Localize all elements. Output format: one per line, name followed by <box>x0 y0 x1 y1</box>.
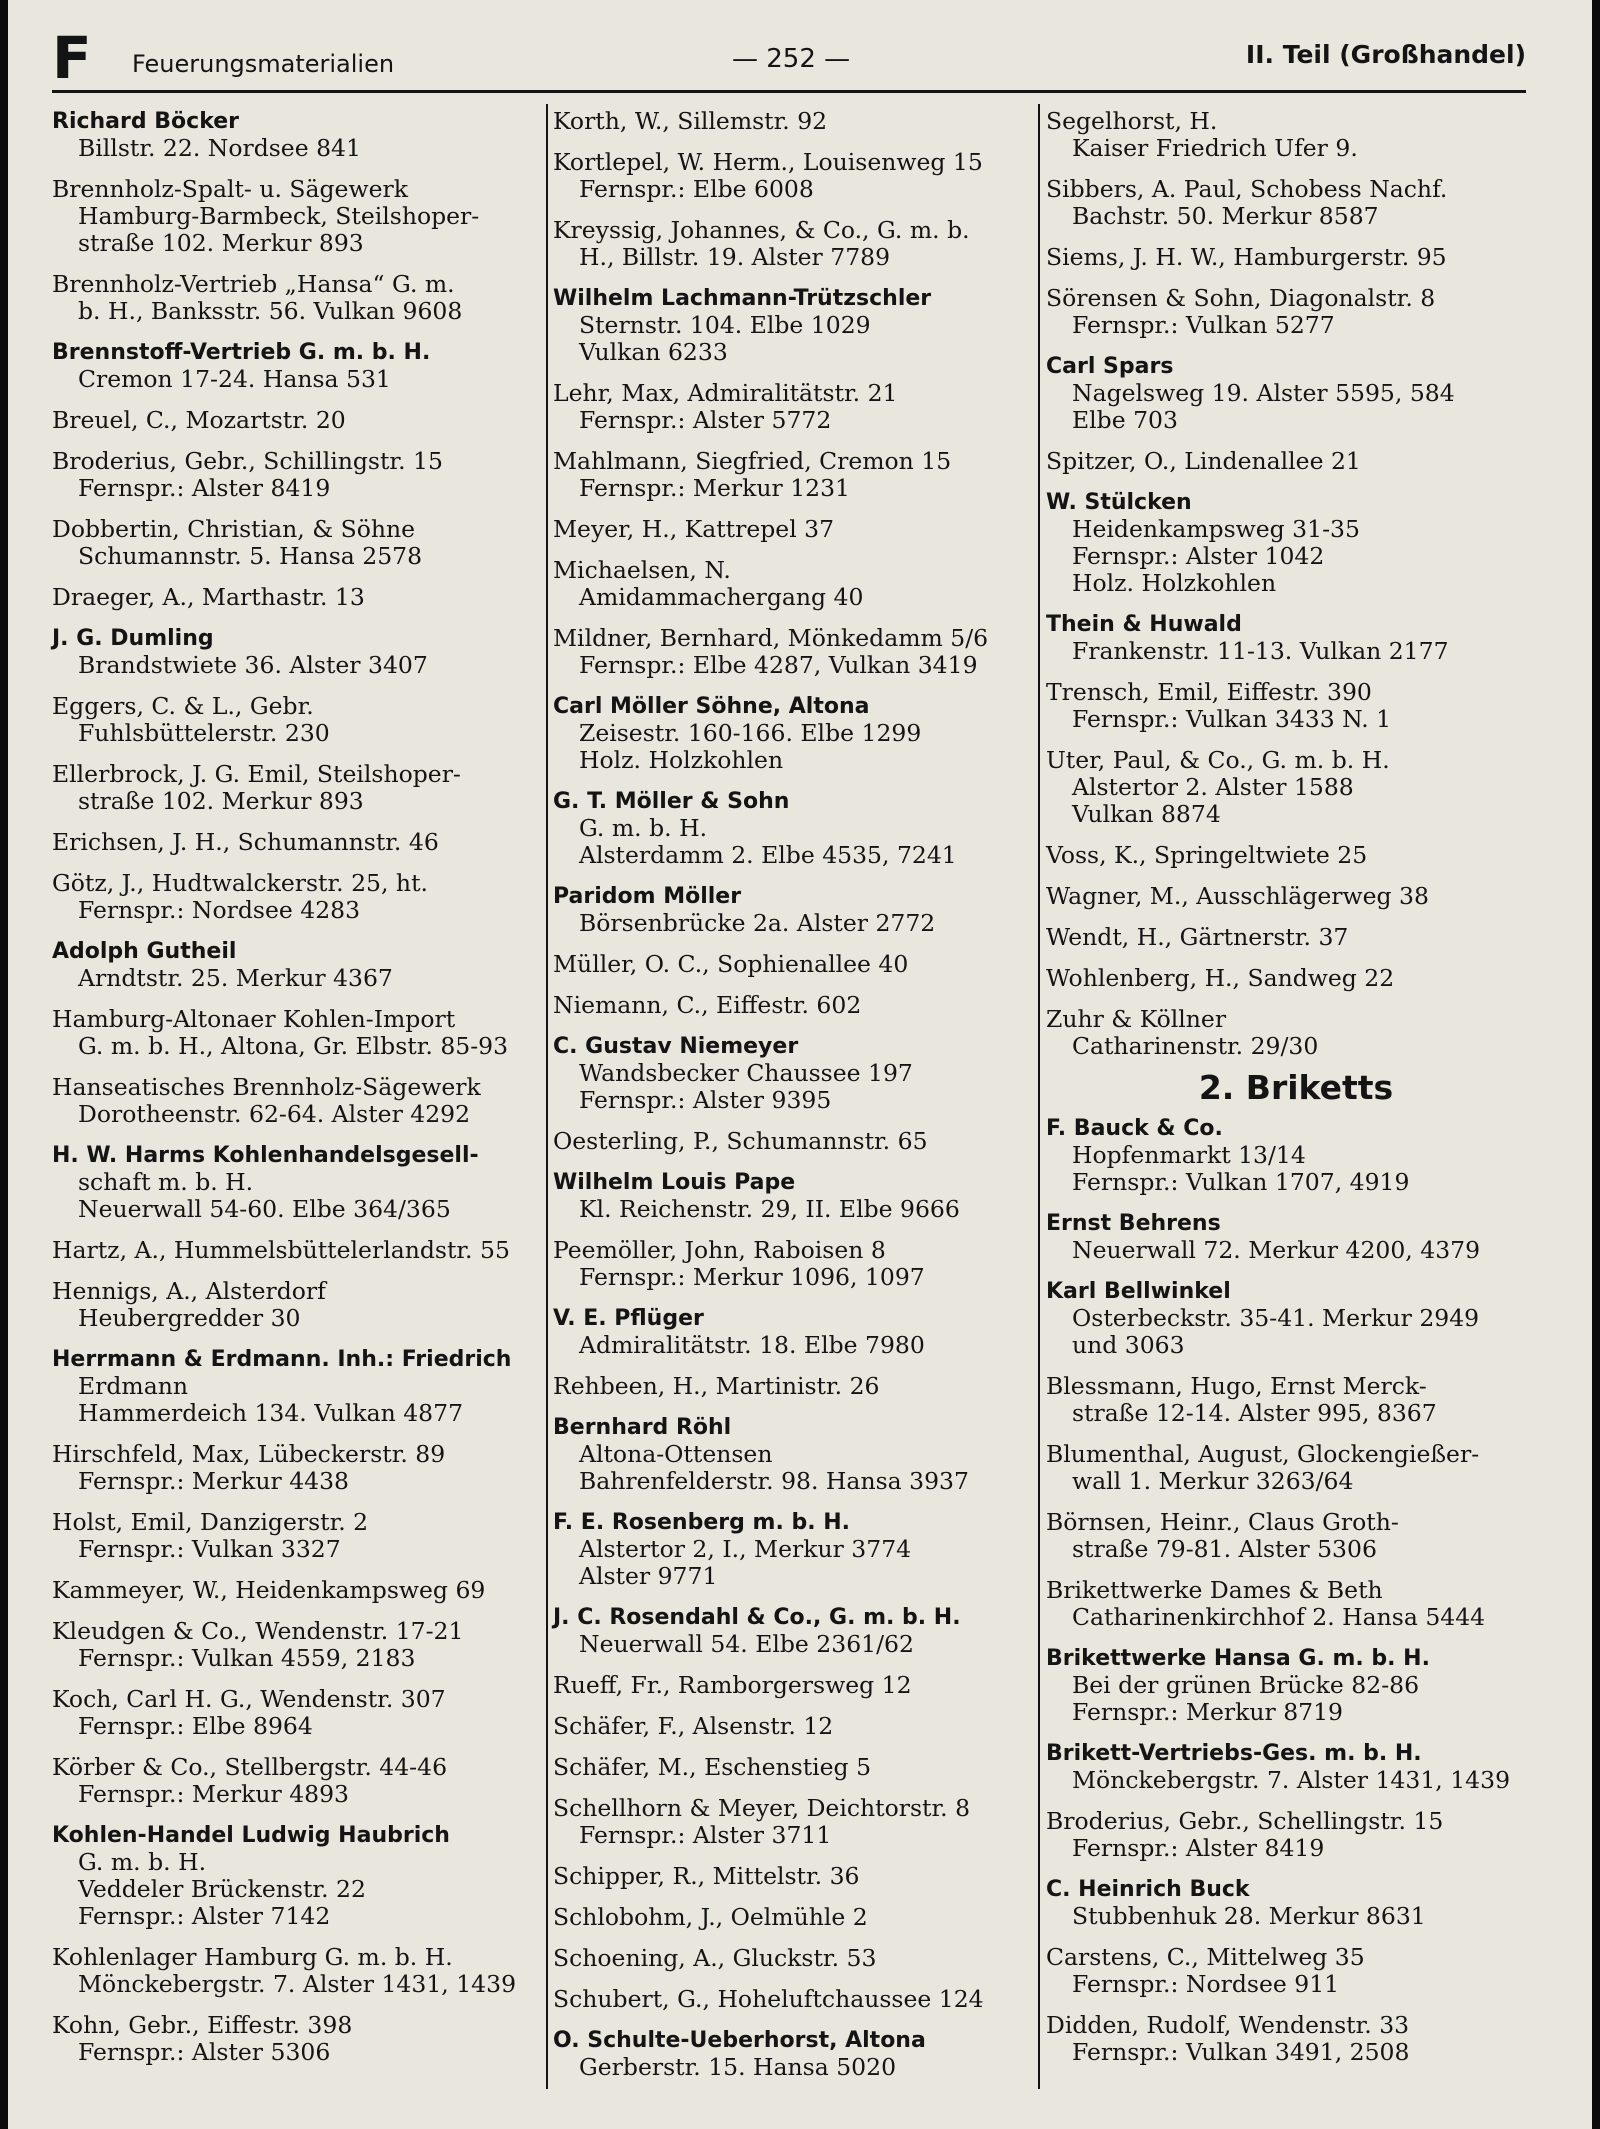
entry-name: Breuel, C., Mozartstr. 20 <box>52 406 346 434</box>
directory-entry <box>553 149 1043 203</box>
directory-entry <box>553 1169 1043 1223</box>
entry-detail: Zeisestr. 160-166. Elbe 1299 <box>579 719 922 747</box>
entry-detail: H., Billstr. 19. Alster 7789 <box>579 243 891 271</box>
directory-entry <box>52 2012 552 2066</box>
directory-entry <box>1046 108 1546 162</box>
entry-name: Richard Böcker <box>52 109 240 134</box>
entry-name: Rehbeen, H., Martinistr. 26 <box>553 1372 880 1400</box>
directory-entry <box>52 1237 552 1264</box>
entry-name: Didden, Rudolf, Wendenstr. 33 <box>1046 2011 1410 2039</box>
entry-name: Carstens, C., Mittelweg 35 <box>1046 1943 1365 1971</box>
directory-entry <box>553 1373 1043 1400</box>
entry-detail: Alstertor 2. Alster 1588 <box>1072 773 1354 801</box>
entry-name: Voss, K., Springeltwiete 25 <box>1046 841 1368 869</box>
entry-name: Niemann, C., Eiffestr. 602 <box>553 991 862 1019</box>
entry-detail: straße 102. Merkur 893 <box>78 229 364 257</box>
directory-entry <box>553 1305 1043 1359</box>
directory-entry <box>553 1672 1043 1699</box>
directory-entry <box>52 870 552 924</box>
entry-name: Brikettwerke Hansa G. m. b. H. <box>1046 1646 1430 1671</box>
entry-name: Meyer, H., Kattrepel 37 <box>553 515 835 543</box>
directory-entry <box>52 1577 552 1604</box>
entry-name: Herrmann & Erdmann. Inh.: Friedrich <box>52 1347 512 1372</box>
entry-detail: Frankenstr. 11-13. Vulkan 2177 <box>1072 637 1449 665</box>
entry-detail: und 3063 <box>1072 1331 1185 1359</box>
entry-detail: Catharinenstr. 29/30 <box>1072 1032 1319 1060</box>
column-2 <box>553 108 1043 2109</box>
directory-entry <box>52 1441 552 1495</box>
entry-detail: Heidenkampsweg 31-35 <box>1072 515 1360 543</box>
entry-detail: Bahrenfelderstr. 98. Hansa 3937 <box>579 1467 969 1495</box>
directory-entry <box>52 625 552 679</box>
directory-entry <box>553 1945 1043 1972</box>
entry-detail: Fernspr.: Vulkan 3433 N. 1 <box>1072 705 1392 733</box>
directory-entry <box>52 271 552 325</box>
entry-detail: Fernspr.: Vulkan 4559, 2183 <box>78 1644 416 1672</box>
column-3 <box>1046 108 1546 2109</box>
page-number: — 252 — <box>732 44 851 74</box>
directory-entry <box>553 1509 1043 1590</box>
entry-detail: Fernspr.: Vulkan 3327 <box>78 1535 341 1563</box>
directory-entry <box>1046 1944 1546 1998</box>
entry-detail: Fernspr.: Alster 3711 <box>579 1821 832 1849</box>
entry-name: Hennigs, A., Alsterdorf <box>52 1277 326 1305</box>
entry-name: Körber & Co., Stellbergstr. 44-46 <box>52 1753 448 1781</box>
entry-name: Kohlenlager Hamburg G. m. b. H. <box>52 1943 453 1971</box>
directory-entry <box>1046 244 1546 271</box>
entry-name: Ellerbrock, J. G. Emil, Steilshoper- <box>52 760 461 788</box>
directory-entry <box>553 951 1043 978</box>
entry-detail: Fernspr.: Nordsee 911 <box>1072 1970 1340 1998</box>
directory-entry <box>1046 965 1546 992</box>
entry-detail: Amidammachergang 40 <box>579 583 864 611</box>
entry-name: Wilhelm Louis Pape <box>553 1170 796 1195</box>
entry-name: H. W. Harms Kohlenhandelsgesell- <box>52 1143 479 1168</box>
entry-name: Eggers, C. & L., Gebr. <box>52 692 314 720</box>
directory-entry <box>1046 924 1546 951</box>
entry-name: Zuhr & Köllner <box>1046 1005 1227 1033</box>
section-letter: F <box>52 24 92 92</box>
directory-entry <box>1046 176 1546 230</box>
entry-detail: Hamburg-Barmbeck, Steilshoper- <box>78 202 480 230</box>
directory-entry <box>1046 1509 1546 1563</box>
entry-name: Sibbers, A. Paul, Schobess Nachf. <box>1046 175 1448 203</box>
entry-detail: Fernspr.: Elbe 8964 <box>78 1712 313 1740</box>
directory-entry <box>553 1754 1043 1781</box>
directory-entry <box>1046 1876 1546 1930</box>
entry-detail: Fernspr.: Vulkan 5277 <box>1072 311 1335 339</box>
directory-entry <box>553 217 1043 271</box>
entry-name: Broderius, Gebr., Schillingstr. 15 <box>52 447 443 475</box>
entry-detail: Dorotheenstr. 62-64. Alster 4292 <box>78 1100 471 1128</box>
entry-name: Peemöller, John, Raboisen 8 <box>553 1236 886 1264</box>
directory-entry <box>1046 1210 1546 1264</box>
entry-detail: Fernspr.: Alster 5772 <box>579 406 832 434</box>
directory-entry <box>52 938 552 992</box>
entry-detail: Wandsbecker Chaussee 197 <box>579 1059 913 1087</box>
entry-detail: Vulkan 8874 <box>1072 800 1221 828</box>
entry-name: J. C. Rosendahl & Co., G. m. b. H. <box>553 1605 961 1630</box>
entry-name: Hanseatisches Brennholz-Sägewerk <box>52 1073 481 1101</box>
entry-name: G. T. Möller & Sohn <box>553 789 790 814</box>
entry-detail: Fernspr.: Nordsee 4283 <box>78 896 361 924</box>
entry-name: V. E. Pflüger <box>553 1306 704 1331</box>
entry-detail: Fernspr.: Elbe 4287, Vulkan 3419 <box>579 651 978 679</box>
directory-entry <box>1046 1115 1546 1196</box>
entry-name: Uter, Paul, & Co., G. m. b. H. <box>1046 746 1390 774</box>
directory-entry <box>553 1128 1043 1155</box>
entry-detail: Neuerwall 72. Merkur 4200, 4379 <box>1072 1236 1481 1264</box>
entry-detail: straße 102. Merkur 893 <box>78 787 364 815</box>
entry-name: Börnsen, Heinr., Claus Groth- <box>1046 1508 1399 1536</box>
directory-entry <box>553 1237 1043 1291</box>
entry-detail: Fernspr.: Vulkan 3491, 2508 <box>1072 2038 1410 2066</box>
entry-name: Schellhorn & Meyer, Deichtorstr. 8 <box>553 1794 971 1822</box>
entry-detail: Admiralitätstr. 18. Elbe 7980 <box>579 1331 925 1359</box>
entry-detail: G. m. b. H. <box>78 1848 207 1876</box>
directory-entry <box>553 992 1043 1019</box>
entry-detail: Holz. Holzkohlen <box>579 746 784 774</box>
entry-name: Dobbertin, Christian, & Söhne <box>52 515 416 543</box>
directory-entry <box>1046 353 1546 434</box>
entry-name: Kohn, Gebr., Eiffestr. 398 <box>52 2011 353 2039</box>
entry-name: Spitzer, O., Lindenallee 21 <box>1046 447 1361 475</box>
entry-detail: Fernspr.: Alster 8419 <box>78 474 331 502</box>
directory-entry <box>52 584 552 611</box>
entry-name: Adolph Gutheil <box>52 939 237 964</box>
directory-entry <box>1046 1278 1546 1359</box>
entry-detail: Kl. Reichenstr. 29, II. Elbe 9666 <box>579 1195 960 1223</box>
directory-entry <box>553 693 1043 774</box>
entry-name: Schoening, A., Gluckstr. 53 <box>553 1944 877 1972</box>
directory-entry <box>553 380 1043 434</box>
entry-name: Kreyssig, Johannes, & Co., G. m. b. <box>553 216 970 244</box>
section-title: Feuerungsmaterialien <box>132 50 395 78</box>
entry-name: Ernst Behrens <box>1046 1211 1221 1236</box>
entry-detail: wall 1. Merkur 3263/64 <box>1072 1467 1354 1495</box>
entry-detail: Fernspr.: Alster 8419 <box>1072 1834 1325 1862</box>
entry-detail: Stubbenhuk 28. Merkur 8631 <box>1072 1902 1426 1930</box>
entry-detail: Fernspr.: Merkur 8719 <box>1072 1698 1343 1726</box>
directory-entry <box>52 1278 552 1332</box>
directory-entry <box>52 1618 552 1672</box>
entry-name: Carl Möller Söhne, Altona <box>553 694 870 719</box>
subsection-heading: 2. Briketts <box>1198 1068 1394 1107</box>
entry-detail: G. m. b. H., Altona, Gr. Elbstr. 85-93 <box>78 1032 509 1060</box>
entry-detail: Sternstr. 104. Elbe 1029 <box>579 311 871 339</box>
directory-entry <box>1046 842 1546 869</box>
entry-name: Schäfer, F., Alsenstr. 12 <box>553 1712 834 1740</box>
entry-detail: Hopfenmarkt 13/14 <box>1072 1141 1306 1169</box>
entry-name: Oesterling, P., Schumannstr. 65 <box>553 1127 928 1155</box>
directory-entry <box>553 1033 1043 1114</box>
entry-detail: Altona-Ottensen <box>579 1440 773 1468</box>
entry-name: Hartz, A., Hummelsbüttelerlandstr. 55 <box>52 1236 510 1264</box>
directory-entry <box>553 516 1043 543</box>
directory-entry <box>52 448 552 502</box>
entry-name: J. G. Dumling <box>52 626 214 651</box>
entry-name: O. Schulte-Ueberhorst, Altona <box>553 2028 926 2053</box>
directory-entry <box>1046 883 1546 910</box>
entry-detail: Nagelsweg 19. Alster 5595, 584 <box>1072 379 1455 407</box>
entry-detail: Alsterdamm 2. Elbe 4535, 7241 <box>579 841 957 869</box>
entry-name: Karl Bellwinkel <box>1046 1279 1231 1304</box>
entry-name: Schipper, R., Mittelstr. 36 <box>553 1862 860 1890</box>
entry-name: Brikett-Vertriebs-Ges. m. b. H. <box>1046 1741 1422 1766</box>
directory-entry <box>52 516 552 570</box>
directory-page <box>8 0 1592 2129</box>
entry-name: Wohlenberg, H., Sandweg 22 <box>1046 964 1395 992</box>
entry-detail: Mönckebergstr. 7. Alster 1431, 1439 <box>78 1970 517 1998</box>
entry-detail: schaft m. b. H. <box>78 1168 254 1196</box>
entry-detail: Mönckebergstr. 7. Alster 1431, 1439 <box>1072 1766 1511 1794</box>
entry-detail: Gerberstr. 15. Hansa 5020 <box>579 2053 897 2081</box>
entry-detail: Börsenbrücke 2a. Alster 2772 <box>579 909 936 937</box>
directory-entry <box>553 557 1043 611</box>
directory-entry <box>52 1686 552 1740</box>
directory-entry <box>553 1795 1043 1849</box>
entry-detail: Arndtstr. 25. Merkur 4367 <box>78 964 393 992</box>
entry-name: Sörensen & Sohn, Diagonalstr. 8 <box>1046 284 1436 312</box>
entry-name: F. Bauck & Co. <box>1046 1116 1223 1141</box>
entry-detail: Fernspr.: Alster 5306 <box>78 2038 331 2066</box>
entry-detail: Neuerwall 54. Elbe 2361/62 <box>579 1630 914 1658</box>
entry-detail: straße 79-81. Alster 5306 <box>1072 1535 1377 1563</box>
directory-entry <box>553 625 1043 679</box>
entry-name: Kohlen-Handel Ludwig Haubrich <box>52 1823 450 1848</box>
entry-detail: Holz. Holzkohlen <box>1072 569 1277 597</box>
entry-name: Müller, O. C., Sophienallee 40 <box>553 950 909 978</box>
entry-name: Schubert, G., Hoheluftchaussee 124 <box>553 1985 984 2013</box>
directory-entry <box>1046 1808 1546 1862</box>
entry-name: Götz, J., Hudtwalckerstr. 25, ht. <box>52 869 428 897</box>
entry-name: Schäfer, M., Eschenstieg 5 <box>553 1753 872 1781</box>
entry-detail: straße 12-14. Alster 995, 8367 <box>1072 1399 1437 1427</box>
entry-detail: Alstertor 2, I., Merkur 3774 <box>579 1535 912 1563</box>
directory-entry <box>52 1822 552 1930</box>
part-title: II. Teil (Großhandel) <box>1245 40 1526 69</box>
entry-name: Draeger, A., Marthastr. 13 <box>52 583 365 611</box>
entry-detail: Billstr. 22. Nordsee 841 <box>78 134 361 162</box>
entry-name: F. E. Rosenberg m. b. H. <box>553 1510 850 1535</box>
directory-entry <box>553 1986 1043 2013</box>
entry-name: Siems, J. H. W., Hamburgerstr. 95 <box>1046 243 1447 271</box>
entry-name: Kortlepel, W. Herm., Louisenweg 15 <box>553 148 983 176</box>
directory-entry <box>52 1509 552 1563</box>
entry-name: Hamburg-Altonaer Kohlen-Import <box>52 1005 456 1033</box>
directory-entry <box>553 788 1043 869</box>
entry-detail: Bachstr. 50. Merkur 8587 <box>1072 202 1379 230</box>
directory-entry <box>1046 679 1546 733</box>
entry-name: Lehr, Max, Admiralitätstr. 21 <box>553 379 898 407</box>
entry-name: C. Gustav Niemeyer <box>553 1034 799 1059</box>
directory-entry <box>1046 448 1546 475</box>
entry-detail: Fernspr.: Vulkan 1707, 4919 <box>1072 1168 1410 1196</box>
entry-name: Blumenthal, August, Glockengießer- <box>1046 1440 1480 1468</box>
entry-detail: Heubergredder 30 <box>78 1304 301 1332</box>
directory-entry <box>52 1346 552 1427</box>
entry-name: W. Stülcken <box>1046 490 1192 515</box>
entry-name: Paridom Möller <box>553 884 742 909</box>
directory-entry <box>1046 1577 1546 1631</box>
entry-name: Bernhard Röhl <box>553 1415 732 1440</box>
directory-entry <box>1046 611 1546 665</box>
directory-entry <box>52 1944 552 1998</box>
entry-detail: Elbe 703 <box>1072 406 1178 434</box>
directory-entry <box>52 761 552 815</box>
entry-detail: Fernspr.: Alster 1042 <box>1072 542 1325 570</box>
entry-name: Kleudgen & Co., Wendenstr. 17-21 <box>52 1617 464 1645</box>
entry-detail: Erdmann <box>78 1372 188 1400</box>
entry-name: Wilhelm Lachmann-Trützschler <box>553 286 932 311</box>
directory-entry <box>1046 489 1546 597</box>
entry-detail: Osterbeckstr. 35-41. Merkur 2949 <box>1072 1304 1480 1332</box>
directory-entry <box>553 108 1043 135</box>
directory-entry <box>1046 747 1546 828</box>
entry-name: Blessmann, Hugo, Ernst Merck- <box>1046 1372 1427 1400</box>
entry-detail: G. m. b. H. <box>579 814 708 842</box>
entry-name: Koch, Carl H. G., Wendenstr. 307 <box>52 1685 446 1713</box>
entry-name: Erichsen, J. H., Schumannstr. 46 <box>52 828 439 856</box>
entry-detail: Fernspr.: Merkur 1096, 1097 <box>579 1263 925 1291</box>
directory-entry <box>553 448 1043 502</box>
page-header <box>52 24 1526 93</box>
entry-detail: Kaiser Friedrich Ufer 9. <box>1072 134 1358 162</box>
entry-detail: Fernspr.: Merkur 4893 <box>78 1780 349 1808</box>
directory-entry <box>1046 1740 1546 1794</box>
directory-entry <box>52 1754 552 1808</box>
entry-name: Rueff, Fr., Ramborgersweg 12 <box>553 1671 912 1699</box>
entry-name: Wendt, H., Gärtnerstr. 37 <box>1046 923 1349 951</box>
entry-name: Michaelsen, N. <box>553 556 731 584</box>
directory-entry <box>1046 1006 1546 1060</box>
directory-entry <box>1046 2012 1546 2066</box>
entry-detail: Catharinenkirchhof 2. Hansa 5444 <box>1072 1603 1486 1631</box>
entry-name: Wagner, M., Ausschlägerweg 38 <box>1046 882 1429 910</box>
entry-name: Schlobohm, J., Oelmühle 2 <box>553 1903 868 1931</box>
column-1 <box>52 108 552 2109</box>
directory-entry <box>553 1904 1043 1931</box>
directory-entry <box>553 1414 1043 1495</box>
directory-entry <box>553 883 1043 937</box>
entry-name: Segelhorst, H. <box>1046 107 1218 135</box>
entry-detail: Brandstwiete 36. Alster 3407 <box>78 651 428 679</box>
directory-entry <box>553 1713 1043 1740</box>
entry-detail: Alster 9771 <box>579 1562 718 1590</box>
entry-detail: Schumannstr. 5. Hansa 2578 <box>78 542 423 570</box>
entry-name: Broderius, Gebr., Schellingstr. 15 <box>1046 1807 1444 1835</box>
directory-entry <box>1046 1441 1546 1495</box>
entry-detail: Fernspr.: Alster 9395 <box>579 1086 832 1114</box>
entry-name: Mildner, Bernhard, Mönkedamm 5/6 <box>553 624 989 652</box>
entry-name: Korth, W., Sillemstr. 92 <box>553 107 828 135</box>
directory-entry <box>553 1604 1043 1658</box>
entry-name: C. Heinrich Buck <box>1046 1877 1250 1902</box>
directory-entry <box>1046 1645 1546 1726</box>
directory-entry <box>52 108 552 162</box>
entry-name: Thein & Huwald <box>1046 612 1242 637</box>
entry-name: Brennstoff-Vertrieb G. m. b. H. <box>52 340 431 365</box>
directory-entry <box>52 1142 552 1223</box>
directory-entry <box>553 2027 1043 2081</box>
directory-entry <box>553 1863 1043 1890</box>
entry-name: Mahlmann, Siegfried, Cremon 15 <box>553 447 952 475</box>
directory-entry <box>1046 1373 1546 1427</box>
entry-name: Hirschfeld, Max, Lübeckerstr. 89 <box>52 1440 446 1468</box>
directory-entry <box>52 339 552 393</box>
entry-name: Holst, Emil, Danzigerstr. 2 <box>52 1508 369 1536</box>
entry-detail: Veddeler Brückenstr. 22 <box>78 1875 366 1903</box>
entry-detail: Fuhlsbüttelerstr. 230 <box>78 719 330 747</box>
directory-entry <box>52 829 552 856</box>
entry-detail: Fernspr.: Merkur 1231 <box>579 474 850 502</box>
entry-detail: b. H., Banksstr. 56. Vulkan 9608 <box>78 297 463 325</box>
entry-name: Brikettwerke Dames & Beth <box>1046 1576 1383 1604</box>
directory-entry <box>52 1006 552 1060</box>
entry-detail: Fernspr.: Alster 7142 <box>78 1902 331 1930</box>
directory-entry <box>52 176 552 257</box>
entry-detail: Fernspr.: Merkur 4438 <box>78 1467 349 1495</box>
entry-detail: Fernspr.: Elbe 6008 <box>579 175 814 203</box>
entry-detail: Neuerwall 54-60. Elbe 364/365 <box>78 1195 451 1223</box>
directory-entry <box>52 1074 552 1128</box>
entry-detail: Bei der grünen Brücke 82-86 <box>1072 1671 1420 1699</box>
entry-name: Kammeyer, W., Heidenkampsweg 69 <box>52 1576 486 1604</box>
entry-name: Carl Spars <box>1046 354 1174 379</box>
entry-detail: Hammerdeich 134. Vulkan 4877 <box>78 1399 464 1427</box>
entry-detail: Vulkan 6233 <box>579 338 728 366</box>
entry-name: Brennholz-Vertrieb „Hansa“ G. m. <box>52 270 455 298</box>
entry-name: Trensch, Emil, Eiffestr. 390 <box>1046 678 1372 706</box>
directory-entry <box>52 693 552 747</box>
entry-detail: Cremon 17-24. Hansa 531 <box>78 365 391 393</box>
directory-entry <box>1046 285 1546 339</box>
entry-name: Brennholz-Spalt- u. Sägewerk <box>52 175 408 203</box>
directory-entry <box>52 407 552 434</box>
directory-entry <box>553 285 1043 366</box>
